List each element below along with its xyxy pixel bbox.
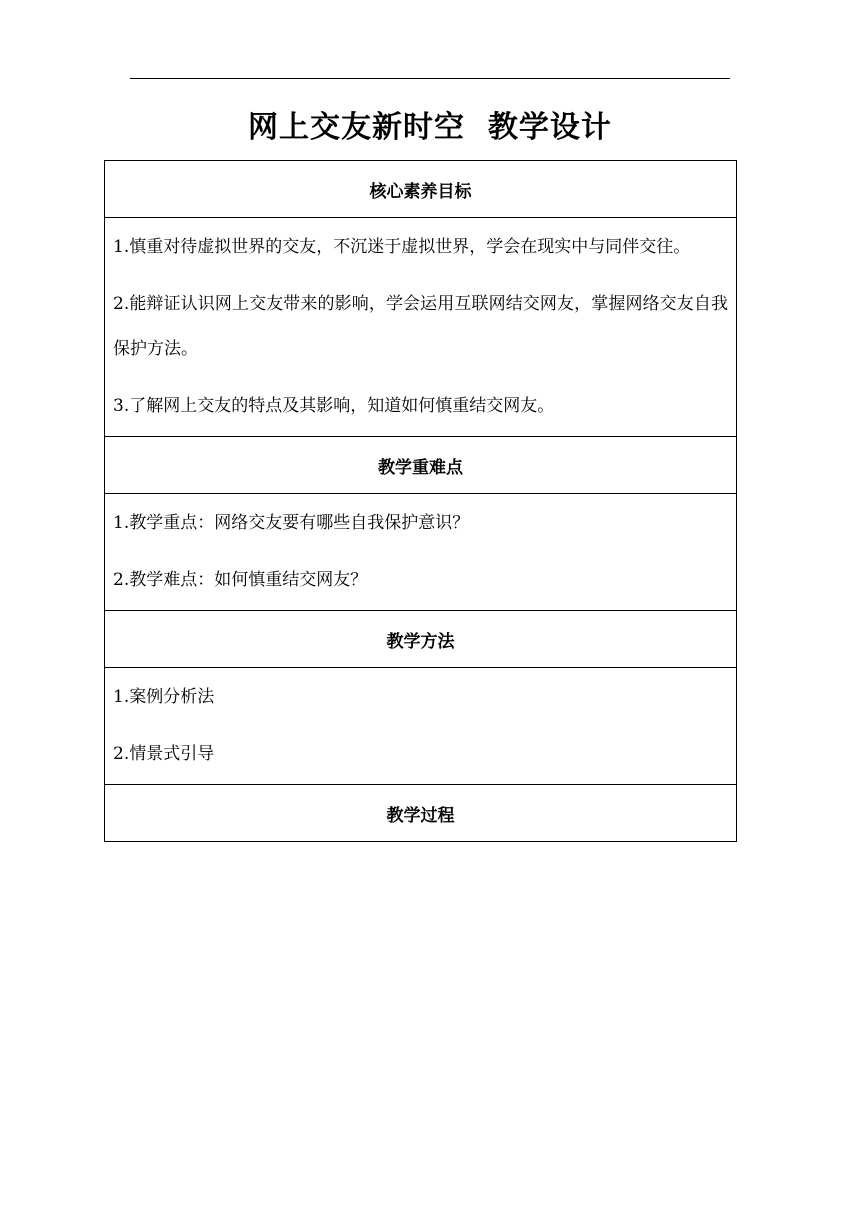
header-rule <box>130 78 730 79</box>
section-body-row <box>105 218 737 437</box>
section-heading-methods: 教学方法 <box>105 611 737 668</box>
section-body-key-points <box>105 494 737 611</box>
section-header-row <box>105 785 737 842</box>
document-title: 网上交友新时空 教学设计 <box>248 110 612 145</box>
section-heading-key-points: 教学重难点 <box>105 437 737 494</box>
goal-item: 2.能辩证认识网上交友带来的影响，学会运用互联网结交网友，掌握网络交友自我保护方法。 <box>113 294 728 359</box>
section-header-row <box>105 161 737 218</box>
goal-item: 3.了解网上交友的特点及其影响，知道如何慎重结交网友。 <box>113 396 555 416</box>
method-item: 2.情景式引导 <box>113 744 215 764</box>
section-body-row <box>105 668 737 785</box>
section-header-row <box>105 437 737 494</box>
section-body-methods <box>105 668 737 785</box>
section-body-row <box>105 494 737 611</box>
lesson-plan-table <box>104 160 737 842</box>
method-item: 1.案例分析法 <box>113 687 215 707</box>
key-point-item: 2.教学难点：如何慎重结交网友？ <box>113 570 368 590</box>
section-body-core-goals <box>105 218 737 437</box>
goal-item: 1.慎重对待虚拟世界的交友，不沉迷于虚拟世界，学会在现实中与同伴交往。 <box>113 237 691 257</box>
section-heading-process: 教学过程 <box>105 785 737 842</box>
key-point-item: 1.教学重点：网络交友要有哪些自我保护意识？ <box>113 513 470 533</box>
section-header-row <box>105 611 737 668</box>
section-heading-core-goals: 核心素养目标 <box>105 161 737 218</box>
